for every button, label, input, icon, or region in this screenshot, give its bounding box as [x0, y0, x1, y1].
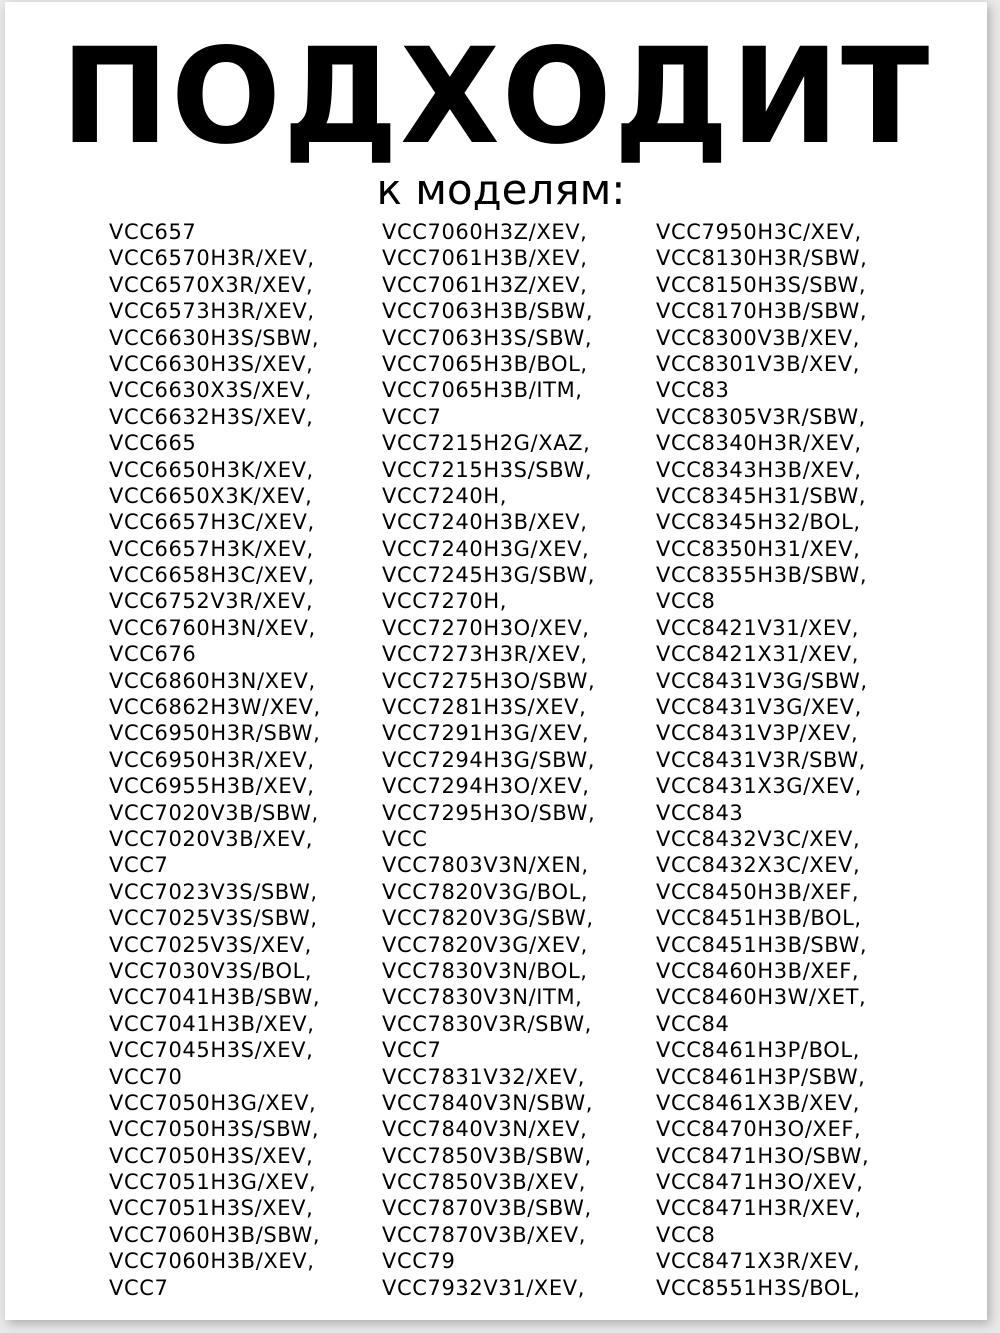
model-list-item: VCC7850V3B/XEV, — [382, 1170, 587, 1195]
model-list-item: VCC7215H2G/XAZ, — [382, 431, 591, 456]
model-list-item: VCC7294H3G/SBW, — [382, 747, 596, 772]
model-list-item: VCC7 — [109, 1275, 169, 1300]
model-list-item: VCC8431V3R/SBW, — [656, 747, 866, 772]
model-list-item: VCC83 — [656, 378, 730, 403]
model-list-item: VCC8343H3B/XEV, — [656, 457, 862, 482]
model-list-item: VCC7291H3G/XEV, — [382, 721, 590, 746]
model-list-item: VCC7830V3N/BOL, — [382, 958, 588, 983]
model-list-item: VCC8 — [656, 1222, 716, 1247]
model-list-item: VCC8460H3W/XET, — [656, 985, 867, 1010]
model-list-item: VCC7050H3S/SBW, — [109, 1117, 320, 1142]
model-list-item: VCC6752V3R/XEV, — [109, 589, 314, 614]
model-list-item: VCC8470H3O/XEF, — [656, 1117, 862, 1142]
model-list-item: VCC6955H3B/XEV, — [109, 774, 315, 799]
model-list-item: VCC6862H3W/XEV, — [109, 695, 321, 720]
model-list-item: VCC7063H3S/SBW, — [382, 325, 593, 350]
model-list-item: VCC6760H3N/XEV, — [109, 615, 316, 640]
model-list-item: VCC7041H3B/XEV, — [109, 1011, 315, 1036]
model-list-item: VCC7270H, — [382, 589, 508, 614]
model-list-item: VCC8461H3P/SBW, — [656, 1064, 866, 1089]
model-list-item: VCC8301V3B/XEV, — [656, 351, 861, 376]
model-list-item: VCC6650X3K/XEV, — [109, 483, 313, 508]
model-list-item: VCC7830V3R/SBW, — [382, 1011, 592, 1036]
model-list-item: VCC70 — [109, 1064, 183, 1089]
model-list-item: VCC8431V3G/SBW, — [656, 668, 868, 693]
model-list-item: VCC — [382, 826, 428, 851]
model-list-item: VCC7041H3B/SBW, — [109, 985, 321, 1010]
model-list-item: VCC7 — [109, 853, 169, 878]
model-list-item: VCC7240H3B/XEV, — [382, 510, 588, 535]
model-list-item: VCC7063H3B/SBW, — [382, 299, 594, 324]
model-list-item: VCC8460H3B/XEF, — [656, 958, 860, 983]
model-list-item: VCC79 — [382, 1249, 456, 1274]
model-list-item: VCC7932V31/XEV, — [382, 1275, 585, 1300]
model-column-3 — [656, 219, 869, 1301]
model-column-1 — [109, 219, 321, 1301]
model-list-item: VCC7270H3O/XEV, — [382, 615, 590, 640]
model-list-item: VCC8340H3R/XEV, — [656, 431, 862, 456]
model-list-item: VCC7281H3S/XEV, — [382, 695, 587, 720]
model-list-item: VCC7820V3G/XEV, — [382, 932, 588, 957]
model-list-item: VCC6630H3S/SBW, — [109, 325, 320, 350]
model-list-item: VCC7245H3G/SBW, — [382, 563, 596, 588]
model-list-item: VCC8431V3P/XEV, — [656, 721, 859, 746]
model-list-item: VCC7020V3B/SBW, — [109, 800, 319, 825]
model-list-item: VCC6632H3S/XEV, — [109, 404, 314, 429]
page-title: ПОДХОДИТ — [60, 20, 932, 174]
model-list-item: VCC7065H3B/ITM, — [382, 378, 583, 403]
model-list-item: VCC676 — [109, 642, 197, 667]
model-list-item: VCC8432X3C/XEV, — [656, 853, 861, 878]
product-card — [5, 2, 987, 1320]
model-list-item: VCC8451H3B/SBW, — [656, 932, 868, 957]
model-list-item: VCC7870V3B/SBW, — [382, 1196, 592, 1221]
model-column-2 — [382, 219, 595, 1301]
model-list-item: VCC8170H3B/SBW, — [656, 299, 868, 324]
model-list-item: VCC8421V31/XEV, — [656, 615, 859, 640]
model-list-item: VCC7060H3B/SBW, — [109, 1222, 321, 1247]
model-list-item: VCC8451H3B/BOL, — [656, 906, 862, 931]
model-list-item: VCC7061H3Z/XEV, — [382, 272, 588, 297]
model-list-item: VCC6658H3C/XEV, — [109, 563, 315, 588]
model-list-item: VCC7830V3N/ITM, — [382, 985, 583, 1010]
model-list-item: VCC7061H3B/XEV, — [382, 246, 588, 271]
model-list-item: VCC7820V3G/BOL, — [382, 879, 589, 904]
model-list-item: VCC8345H31/SBW, — [656, 483, 867, 508]
model-list-item: VCC8350H31/XEV, — [656, 536, 861, 561]
model-list-item: VCC7051H3S/XEV, — [109, 1196, 314, 1221]
model-list-item: VCC7 — [382, 404, 442, 429]
model-list-item: VCC6630X3S/XEV, — [109, 378, 312, 403]
model-list-item: VCC7840V3N/SBW, — [382, 1090, 594, 1115]
model-list-item: VCC6950H3R/XEV, — [109, 747, 315, 772]
model-list-item: VCC8551H3S/BOL, — [656, 1275, 861, 1300]
model-list-item: VCC7273H3R/XEV, — [382, 642, 588, 667]
model-list-item: VCC7295H3O/SBW, — [382, 800, 596, 825]
model-list-item: VCC8471H3O/XEV, — [656, 1170, 864, 1195]
model-list-item: VCC7060H3Z/XEV, — [382, 220, 588, 244]
model-list-item: VCC6657H3K/XEV, — [109, 536, 314, 561]
model-list-item: VCC8421X31/XEV, — [656, 642, 860, 667]
model-list-item: VCC7840V3N/XEV, — [382, 1117, 588, 1142]
model-list-item: VCC6657H3C/XEV, — [109, 510, 315, 535]
model-list-item: VCC7870V3B/XEV, — [382, 1222, 587, 1247]
model-list-item: VCC8300V3B/XEV, — [656, 325, 861, 350]
page-subtitle: к моделям: — [376, 165, 626, 214]
model-list-item: VCC6570X3R/XEV, — [109, 272, 314, 297]
model-list-item: VCC7051H3G/XEV, — [109, 1170, 317, 1195]
model-list-item: VCC7820V3G/SBW, — [382, 906, 594, 931]
model-list-item: VCC8150H3S/SBW, — [656, 272, 867, 297]
model-list-item: VCC7803V3N/XEN, — [382, 853, 589, 878]
model-list-item: VCC7215H3S/SBW, — [382, 457, 593, 482]
model-list-item: VCC7275H3O/SBW, — [382, 668, 596, 693]
model-list-item: VCC8471H3R/XEV, — [656, 1196, 862, 1221]
model-list-item: VCC6950H3R/SBW, — [109, 721, 321, 746]
model-list-item: VCC8432V3C/XEV, — [656, 826, 861, 851]
model-list-item: VCC843 — [656, 800, 744, 825]
model-list-item: VCC7060H3B/XEV, — [109, 1249, 315, 1274]
model-list-item: VCC7025V3S/SBW, — [109, 906, 318, 931]
model-list-item: VCC657 — [109, 220, 197, 244]
model-list-item: VCC8345H32/BOL, — [656, 510, 861, 535]
model-list-item: VCC8450H3B/XEF, — [656, 879, 860, 904]
model-list-item: VCC6630H3S/XEV, — [109, 351, 314, 376]
model-list-item: VCC8431X3G/XEV, — [656, 774, 862, 799]
model-list-item: VCC8355H3B/SBW, — [656, 563, 868, 588]
model-list-item: VCC7050H3S/XEV, — [109, 1143, 314, 1168]
model-list-item: VCC84 — [656, 1011, 730, 1036]
model-list-item: VCC8 — [656, 589, 716, 614]
model-list-item: VCC6860H3N/XEV, — [109, 668, 316, 693]
model-list-item: VCC7 — [382, 1038, 442, 1063]
model-list-item: VCC6573H3R/XEV, — [109, 299, 315, 324]
model-list-item: VCC7831V32/XEV, — [382, 1064, 585, 1089]
model-list-item: VCC7240H, — [382, 483, 508, 508]
model-list-item: VCC7045H3S/XEV, — [109, 1038, 314, 1063]
model-list-item: VCC8471X3R/XEV, — [656, 1249, 861, 1274]
model-list-item: VCC8431V3G/XEV, — [656, 695, 862, 720]
model-list-item: VCC8471H3O/SBW, — [656, 1143, 870, 1168]
model-list-item: VCC8461H3P/BOL, — [656, 1038, 860, 1063]
model-list-item: VCC7950H3C/XEV, — [656, 220, 862, 244]
model-list-item: VCC7850V3B/SBW, — [382, 1143, 592, 1168]
model-list-item: VCC8305V3R/SBW, — [656, 404, 866, 429]
model-list-item: VCC7020V3B/XEV, — [109, 826, 314, 851]
model-list-item: VCC8130H3R/SBW, — [656, 246, 868, 271]
model-list-item: VCC665 — [109, 431, 197, 456]
model-list-item: VCC8461X3B/XEV, — [656, 1090, 861, 1115]
model-list-item: VCC7030V3S/BOL, — [109, 958, 313, 983]
model-list-item: VCC7294H3O/XEV, — [382, 774, 590, 799]
model-list-item: VCC7065H3B/BOL, — [382, 351, 588, 376]
model-list-item: VCC7025V3S/XEV, — [109, 932, 312, 957]
model-list-item: VCC7023V3S/SBW, — [109, 879, 318, 904]
model-list-item: VCC7240H3G/XEV, — [382, 536, 590, 561]
model-list-item: VCC7050H3G/XEV, — [109, 1090, 317, 1115]
model-list-item: VCC6570H3R/XEV, — [109, 246, 315, 271]
model-list-item: VCC6650H3K/XEV, — [109, 457, 314, 482]
